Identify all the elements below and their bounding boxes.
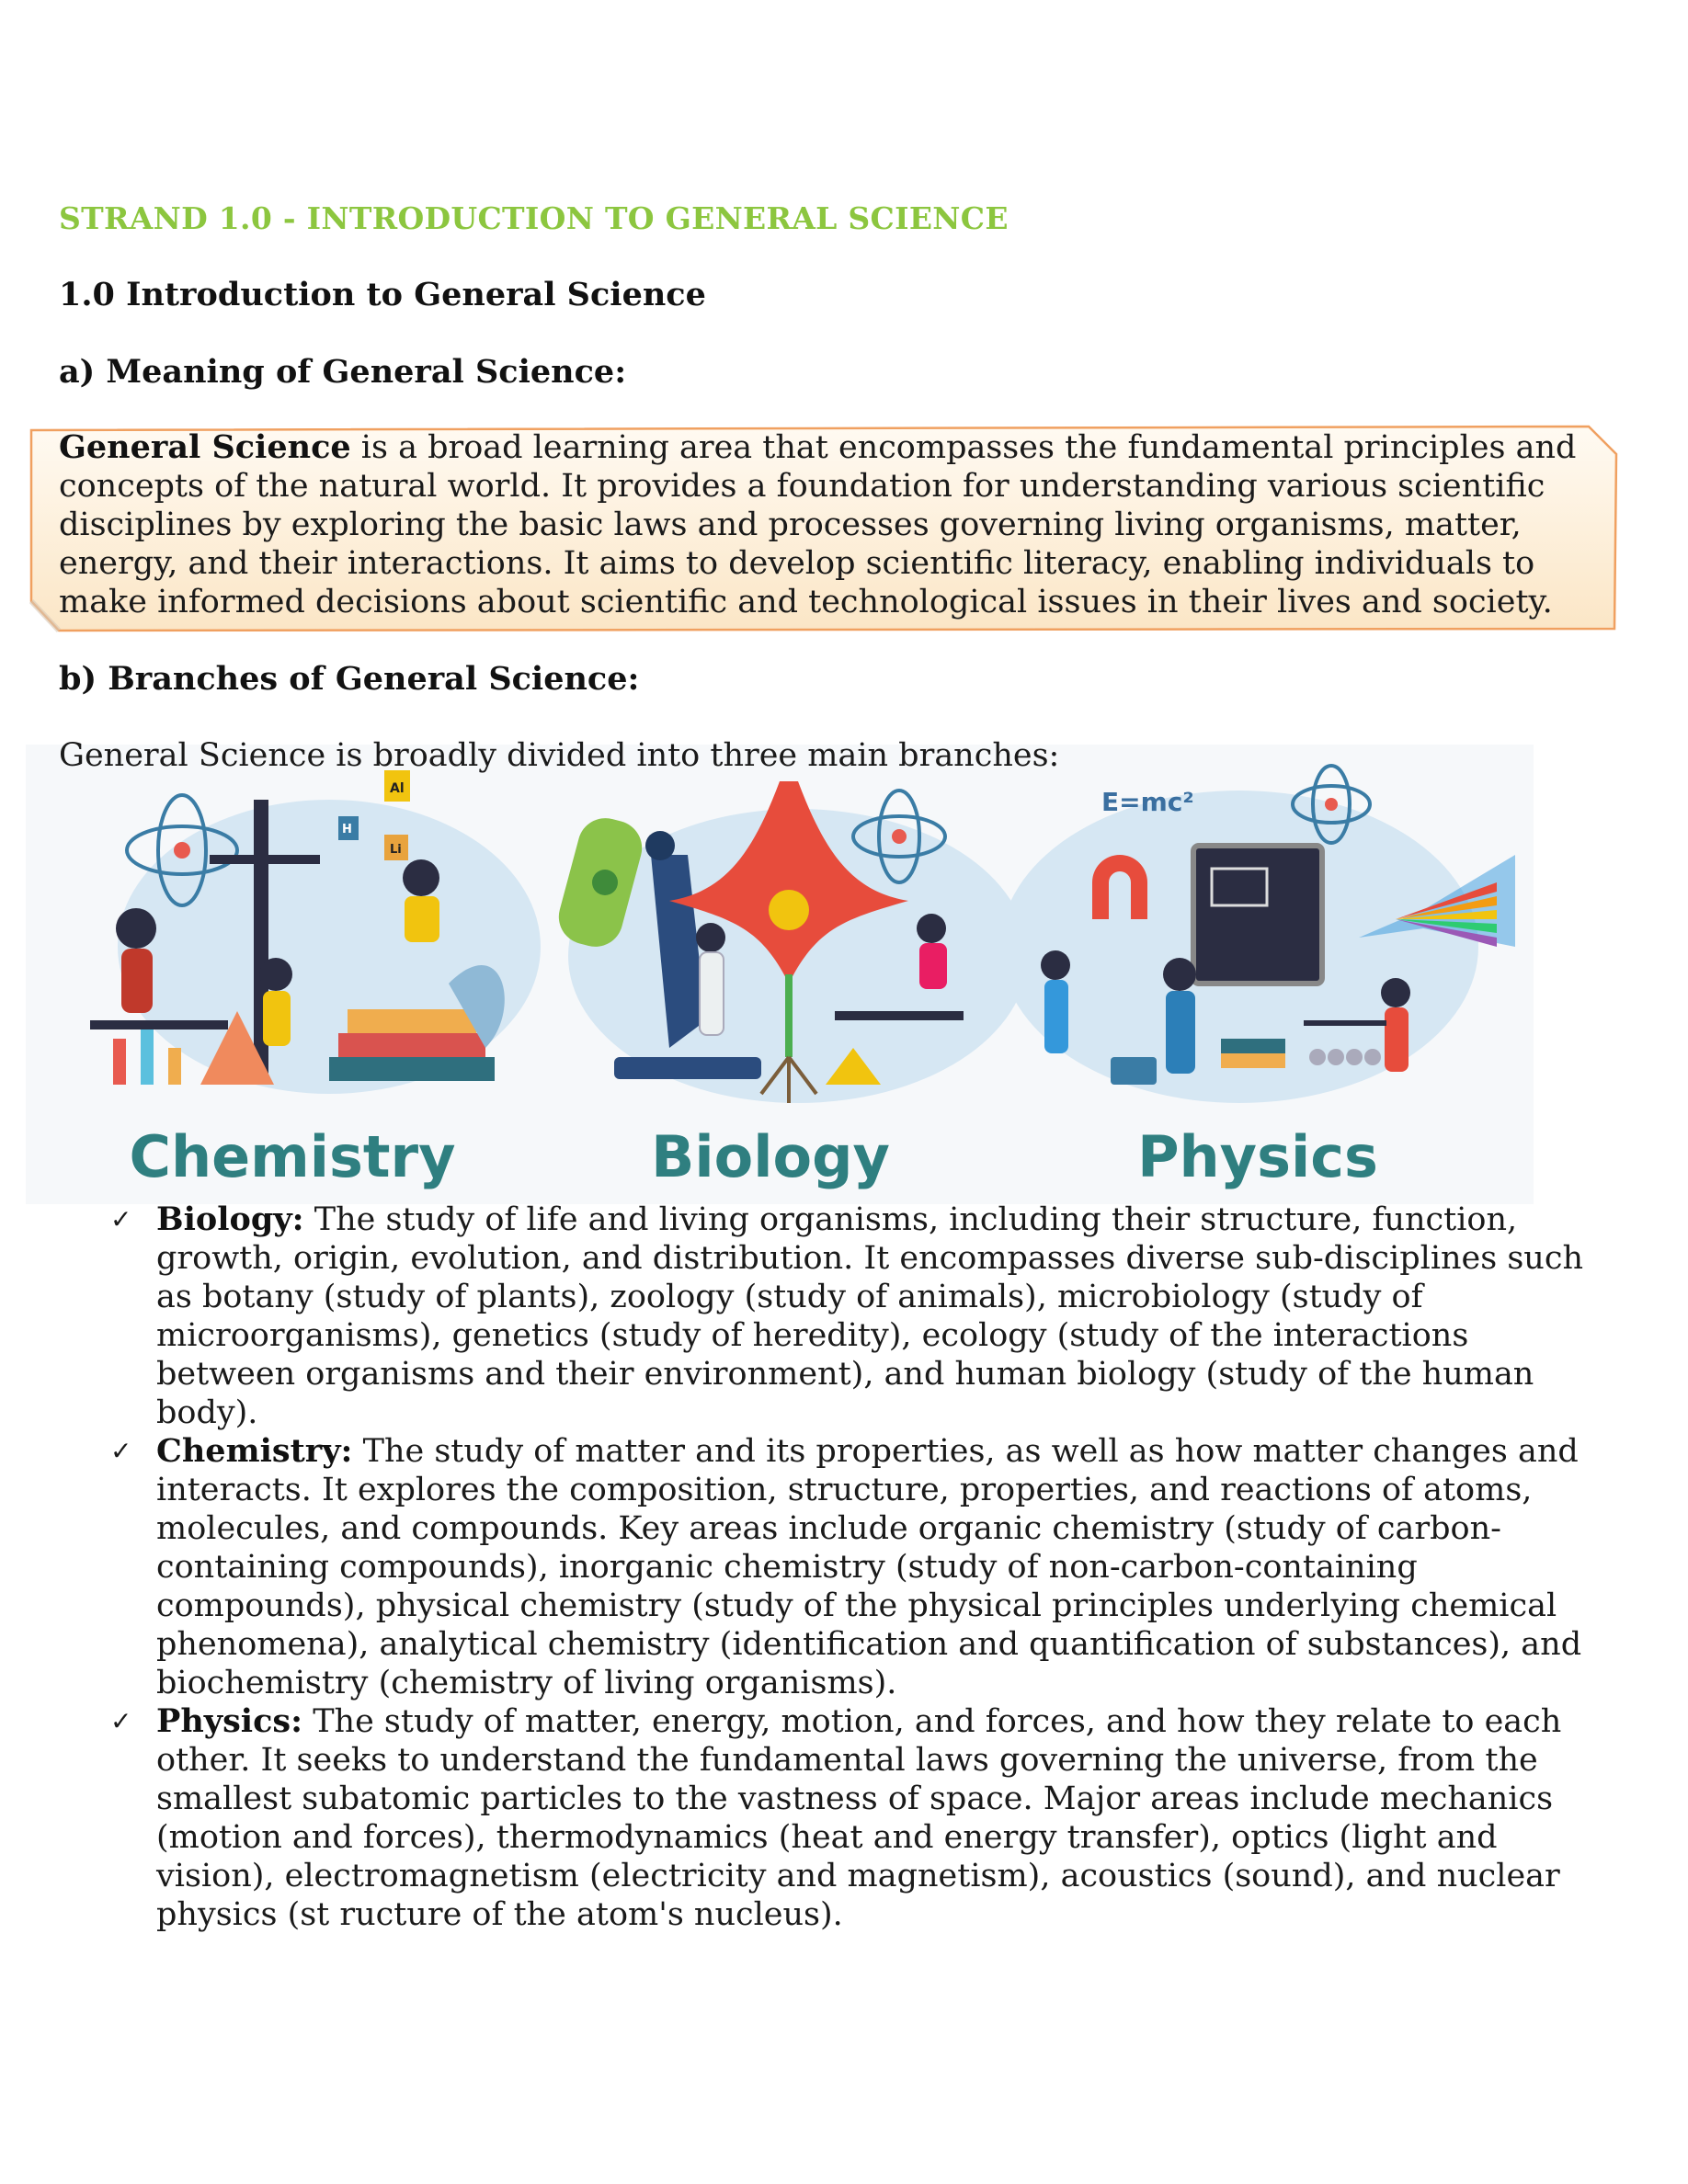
- checkmark-icon: ✓: [110, 1706, 132, 1736]
- definition-paragraph: [59, 428, 1622, 621]
- checkmark-icon: ✓: [110, 1204, 132, 1234]
- list-item-biology: [101, 1200, 1609, 1432]
- item-term: Physics:: [156, 1702, 303, 1740]
- item-text: The study of matter and its properties, as well as how matter changes and interacts. It explores the composition, structure, properties, and reactions of atoms, molecules, and compounds. Key areas include organic chemistry (study of carbon-containing compounds), inorganic chemistry (study of non-carbon-containing compounds), physical chemistry (study of the physical principles underlying chemical phenomena), analytical chemistry (identification and quantification of substances), and biochemistry (chemistry of living organisms).: [156, 1433, 1582, 1701]
- element-tile-al: Al: [390, 781, 405, 796]
- branches-intro: General Science is broadly divided into three main branches:: [59, 737, 1060, 774]
- element-tile-h: H: [342, 823, 352, 836]
- branches-list: [101, 1200, 1609, 1934]
- section-title: 1.0 Introduction to General Science: [59, 276, 706, 313]
- list-item-physics: [101, 1702, 1609, 1934]
- item-text: The study of life and living organisms, including their structure, function, growth, origin, evolution, and distribution. It encompasses diverse sub-disciplines such as botany (study of plants), zoology (study of animals), microbiology (study of microorganisms), genetics (study of heredity), ecology (study of the interactions between organisms and their environment), and human biology (study of the human body).: [156, 1201, 1583, 1431]
- definition-term: General Science: [59, 428, 351, 466]
- strand-title: STRAND 1.0 - INTRODUCTION TO GENERAL SCIENCE: [59, 200, 1009, 236]
- formula-emc2: E=mc²: [1101, 787, 1194, 817]
- branches-illustration: [26, 745, 1534, 1204]
- item-text: The study of matter, energy, motion, and forces, and how they relate to each other. It seeks to understand the fundamental laws governing the universe, from the smallest subatomic particles to the vastness of space. Major areas include mechanics (motion and forces), thermodynamics (heat and energy transfer), optics (light and vision), electromagnetism (electricity and magnetism), acoustics (sound), and nuclear physics (st ructure of the atom's nucleus).: [156, 1703, 1562, 1933]
- element-tile-li: Li: [390, 843, 402, 857]
- meaning-heading: a) Meaning of General Science:: [59, 353, 627, 391]
- checkmark-icon: ✓: [110, 1436, 132, 1466]
- item-term: Biology:: [156, 1200, 304, 1238]
- chemistry-label: Chemistry: [129, 1123, 456, 1190]
- biology-label: Biology: [651, 1123, 890, 1190]
- list-item-chemistry: [101, 1432, 1609, 1702]
- physics-label: Physics: [1137, 1123, 1378, 1190]
- item-term: Chemistry:: [156, 1432, 353, 1470]
- branches-heading: b) Branches of General Science:: [59, 660, 640, 698]
- definition-text: is a broad learning area that encompasses the fundamental principles and concepts of the natural world. It provides a foundation for understanding various scientific disciplines by exploring the basic laws and processes governing living organisms, matter, energy, and their interactions. It aims to develop scientific literacy, enabling individuals to make informed decisions about scientific and technological issues in their lives and society.: [59, 429, 1577, 620]
